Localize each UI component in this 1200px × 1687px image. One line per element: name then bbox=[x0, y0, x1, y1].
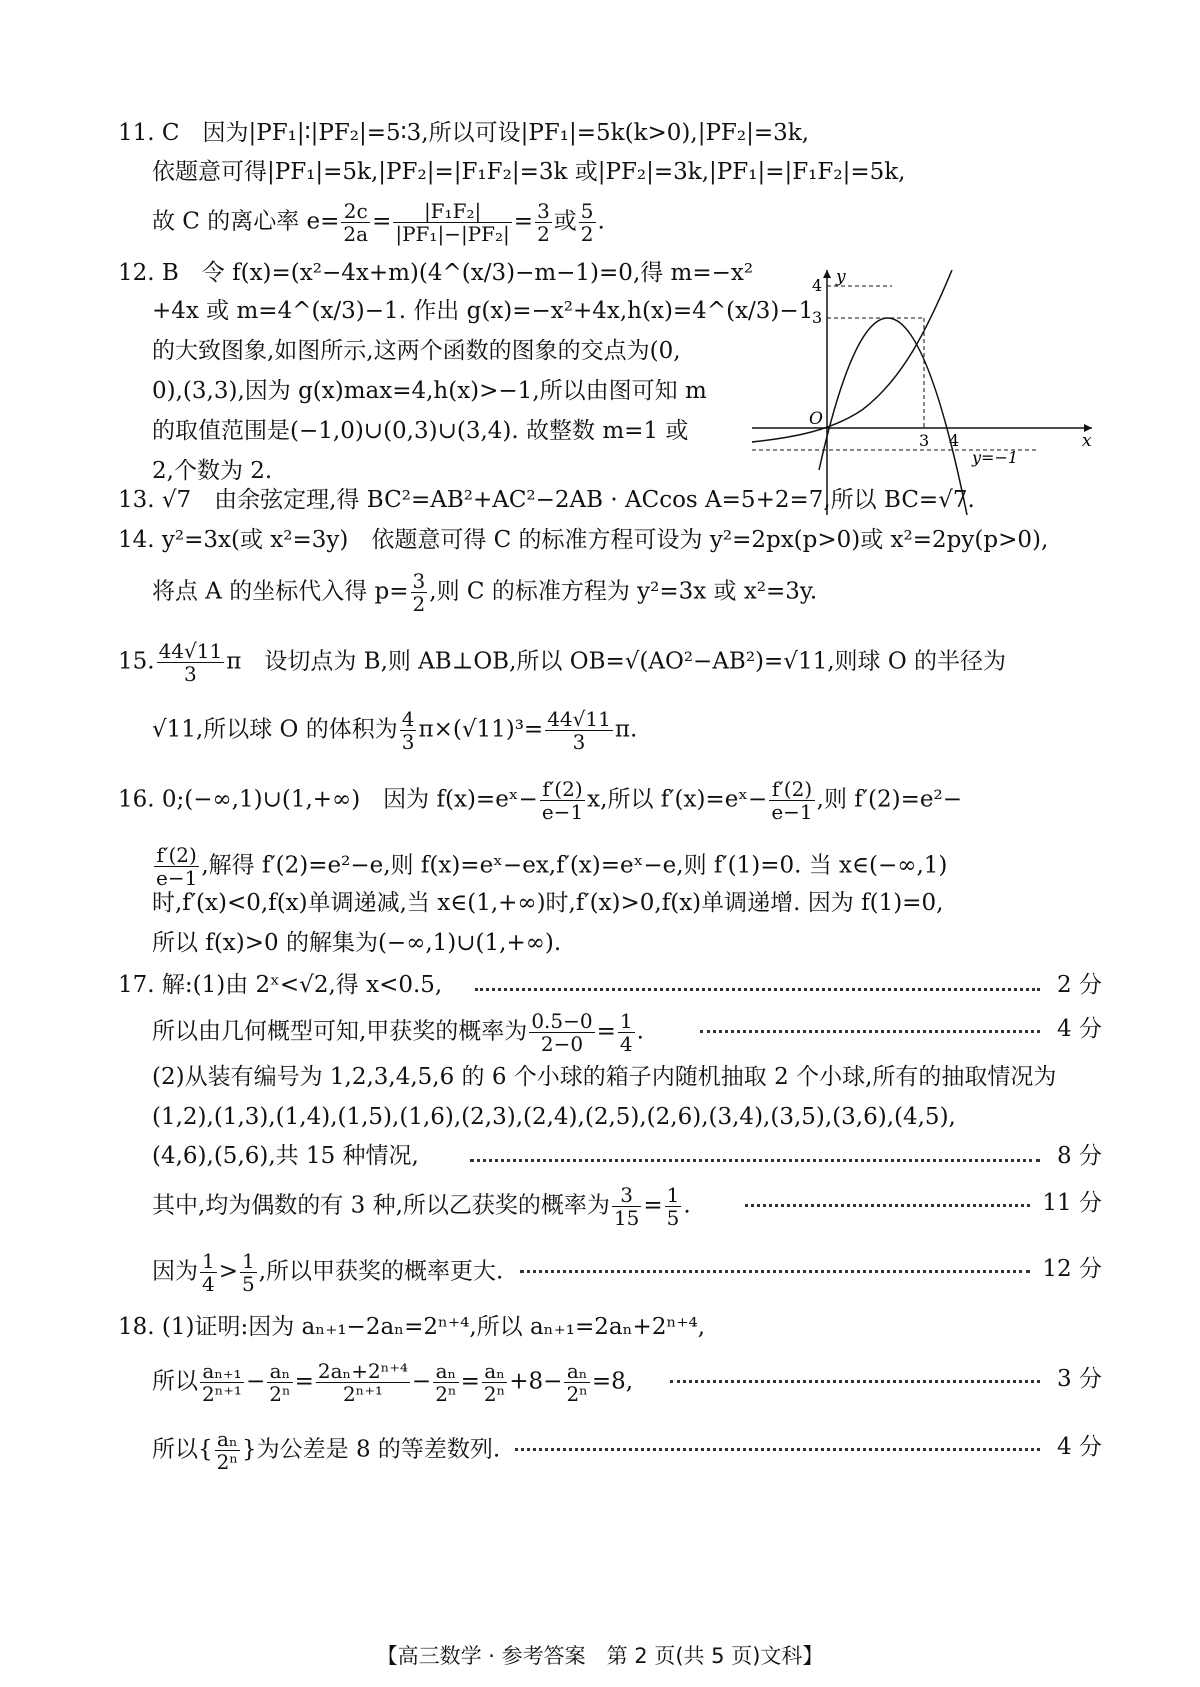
dot-leader bbox=[700, 1030, 1040, 1033]
q12-line4: 0),(3,3),因为 g(x)max=4,h(x)>−1,所以由图可知 m bbox=[152, 378, 707, 404]
q18-line3: 所以{ $\frac{\text{aₙ}}{\text{2ⁿ}}$ }为公差是 8 的等差数列. bbox=[152, 1427, 501, 1474]
y-axis-arrow bbox=[823, 270, 831, 278]
q17-line1: 17. 解:(1)由 2ˣ<√2,得 x<0.5, bbox=[118, 972, 443, 998]
dot-leader bbox=[470, 1159, 1040, 1162]
q12-line3: 的大致图象,如图所示,这两个函数的图象的交点为(0, bbox=[152, 338, 681, 364]
dot-leader bbox=[520, 1270, 1030, 1273]
q11-text: 故 C 的离心率 e= bbox=[152, 208, 340, 235]
fraction: $\frac{f'(2)}{e-1}$ bbox=[156, 843, 198, 890]
fraction: $\frac{\text{aₙ}}{\text{2ⁿ}}$ bbox=[216, 1427, 239, 1474]
score: 4 分 bbox=[1057, 1016, 1102, 1042]
fraction: $\frac{1}{5}$ bbox=[666, 1183, 680, 1230]
fraction: $\frac{f'(2)}{e-1}$ bbox=[541, 777, 584, 824]
q18-line1: 18. (1)证明:因为 aₙ₊₁−2aₙ=2ⁿ⁺⁴,所以 aₙ₊₁=2aₙ+2ⁿ⁺⁴, bbox=[118, 1314, 706, 1340]
q11-line3: 故 C 的离心率 e= $\frac{2c}{2a}$ = $\frac{\text{|F₁F₂|}}{\text{|PF₁|−|PF₂|}}$ = $\frac{3}{2}$ 或 $\frac{5}{2}$ . bbox=[152, 199, 605, 246]
q16-line3: 时,f′(x)<0,f(x)单调递减,当 x∈(1,+∞)时,f′(x)>0,f(x)单调递增. 因为 f(1)=0, bbox=[152, 890, 944, 916]
q17-line7: 因为 $\frac{1}{4}$ > $\frac{1}{5}$ ,所以甲获奖的概率更大. bbox=[152, 1249, 504, 1296]
q12-line1: 12. B 令 f(x)=(x²−4x+m)(4^(x/3)−m−1)=0,得 m=−x² bbox=[118, 260, 754, 286]
dot-leader bbox=[475, 988, 1040, 991]
q17-line3: (2)从装有编号为 1,2,3,4,5,6 的 6 个小球的箱子内随机抽取 2 个小球,所有的抽取情况为 bbox=[152, 1064, 1057, 1090]
score: 8 分 bbox=[1057, 1143, 1102, 1169]
q11-line2: 依题意可得|PF₁|=5k,|PF₂|=|F₁F₂|=3k 或|PF₂|=3k,|PF₁|=|F₁F₂|=5k, bbox=[152, 159, 906, 185]
tick-label: 3 bbox=[919, 431, 930, 450]
q18-line2: 所以 $\frac{\text{aₙ₊₁}}{\text{2ⁿ⁺¹}}$ − $\frac{\text{aₙ}}{\text{2ⁿ}}$ = $\frac{\text{2aₙ+2ⁿ⁺⁴}}{\text{2ⁿ⁺¹}}$ − $\frac{\text{aₙ}}{\text{2ⁿ}}$ = $\frac{\text{aₙ}}{\text{2ⁿ}}$ +8− $\frac{\text{aₙ}}{\text{2ⁿ}}$ =8, bbox=[152, 1359, 634, 1406]
fraction: $\frac{4}{3}$ bbox=[401, 707, 415, 754]
fraction: $\frac{\text{aₙ}}{\text{2ⁿ}}$ bbox=[483, 1359, 506, 1406]
fraction: $\frac{3}{15}$ bbox=[613, 1183, 640, 1230]
score: 3 分 bbox=[1057, 1366, 1102, 1392]
dot-leader bbox=[745, 1204, 1030, 1207]
page-footer: 【高三数学 · 参考答案 第 2 页(共 5 页)文科】 bbox=[376, 1644, 824, 1668]
tick-label: 4 bbox=[949, 431, 960, 450]
q14-line2: 将点 A 的坐标代入得 p= $\frac{3}{2}$ ,则 C 的标准方程为 y²=3x 或 x²=3y. bbox=[152, 569, 818, 616]
q12-line2: +4x 或 m=4^(x/3)−1. 作出 g(x)=−x²+4x,h(x)=4^(x/3)−1 bbox=[152, 298, 814, 324]
q17-line6: 其中,均为偶数的有 3 种,所以乙获奖的概率为 $\frac{3}{15}$ = $\frac{1}{5}$ . bbox=[152, 1183, 691, 1230]
q15-line2: √11,所以球 O 的体积为 $\frac{4}{3}$ π×(√11)³= $\frac{44√11}{3}$ π. bbox=[152, 707, 638, 754]
score: 4 分 bbox=[1057, 1434, 1102, 1460]
score: 11 分 bbox=[1042, 1190, 1102, 1216]
fraction: $\frac{\text{2aₙ+2ⁿ⁺⁴}}{\text{2ⁿ⁺¹}}$ bbox=[317, 1359, 408, 1406]
fraction: $\frac{\text{aₙ}}{\text{2ⁿ}}$ bbox=[435, 1359, 457, 1406]
dot-leader bbox=[515, 1448, 1040, 1451]
tick-label: 4 bbox=[812, 276, 823, 295]
fraction: $\frac{3}{2}$ bbox=[412, 569, 426, 616]
tick-label: 3 bbox=[812, 308, 823, 327]
fraction: $\frac{1}{4}$ bbox=[619, 1009, 633, 1056]
fraction: $\frac{44√11}{3}$ bbox=[158, 639, 223, 686]
q12-line6: 2,个数为 2. bbox=[152, 458, 273, 484]
fraction: $\frac{\text{aₙ₊₁}}{\text{2ⁿ⁺¹}}$ bbox=[202, 1359, 242, 1406]
q17-line5: (4,6),(5,6),共 15 种情况, bbox=[152, 1143, 419, 1169]
y-label: y bbox=[836, 270, 846, 287]
q16-line1: 16. 0;(−∞,1)∪(1,+∞) 因为 f(x)=eˣ− $\frac{f'(2)}{e-1}$ x,所以 f′(x)=eˣ− $\frac{f'(2)}{e-1}$ ,则 f′(2)=e²− bbox=[118, 777, 962, 824]
q13-line: 13. √7 由余弦定理,得 BC²=AB²+AC²−2AB · ACcos A=5+2=7,所以 BC=√7. bbox=[118, 487, 975, 513]
fraction: $\frac{\text{aₙ}}{\text{2ⁿ}}$ bbox=[566, 1359, 588, 1406]
fraction: $\frac{\text{aₙ}}{\text{2ⁿ}}$ bbox=[269, 1359, 291, 1406]
score: 2 分 bbox=[1057, 972, 1102, 998]
x-label: x bbox=[1082, 431, 1092, 451]
q17-line2: 所以由几何概型可知,甲获奖的概率为 $\frac{0.5-0}{2-0}$ = $\frac{1}{4}$ . bbox=[152, 1009, 644, 1056]
q15-line1: 15. $\frac{44√11}{3}$ π 设切点为 B,则 AB⊥OB,所以 OB=√(AO²−AB²)=√11,则球 O 的半径为 bbox=[118, 639, 1007, 686]
origin-label: O bbox=[809, 409, 823, 429]
fraction: $\frac{0.5-0}{2-0}$ bbox=[531, 1009, 593, 1056]
q16-line2: $\frac{f'(2)}{e-1}$ ,解得 f′(2)=e²−e,则 f(x)=eˣ−ex,f′(x)=eˣ−e,则 f′(1)=0. 当 x∈(−∞,1) bbox=[156, 843, 948, 890]
fraction: $\frac{1}{4}$ bbox=[202, 1249, 215, 1296]
fraction: $\frac{1}{5}$ bbox=[242, 1249, 255, 1296]
fraction: $\frac{3}{2}$ bbox=[537, 199, 550, 246]
score: 12 分 bbox=[1042, 1256, 1102, 1282]
fraction: $\frac{5}{2}$ bbox=[580, 199, 594, 246]
fraction: $\frac{44√11}{3}$ bbox=[547, 707, 611, 754]
q17-line4: (1,2),(1,3),(1,4),(1,5),(1,6),(2,3),(2,4),(2,5),(2,6),(3,4),(3,5),(3,6),(4,5), bbox=[152, 1104, 956, 1130]
fraction: $\frac{\text{|F₁F₂|}}{\text{|PF₁|−|PF₂|}}$ bbox=[395, 199, 510, 246]
asymptote-label: y=−1 bbox=[972, 448, 1019, 467]
q11-line1: 11. C 因为|PF₁|∶|PF₂|=5∶3,所以可设|PF₁|=5k(k>0),|PF₂|=3k, bbox=[118, 120, 810, 146]
fraction: $\frac{f'(2)}{e-1}$ bbox=[771, 777, 813, 824]
q12-line5: 的取值范围是(−1,0)∪(0,3)∪(3,4). 故整数 m=1 或 bbox=[152, 418, 689, 444]
q14-line1: 14. y²=3x(或 x²=3y) 依题意可得 C 的标准方程可设为 y²=2px(p>0)或 x²=2py(p>0), bbox=[118, 527, 1049, 553]
q16-line4: 所以 f(x)>0 的解集为(−∞,1)∪(1,+∞). bbox=[152, 930, 562, 956]
function-graph bbox=[752, 270, 1112, 520]
dot-leader bbox=[670, 1380, 1040, 1383]
fraction: $\frac{2c}{2a}$ bbox=[343, 199, 369, 246]
